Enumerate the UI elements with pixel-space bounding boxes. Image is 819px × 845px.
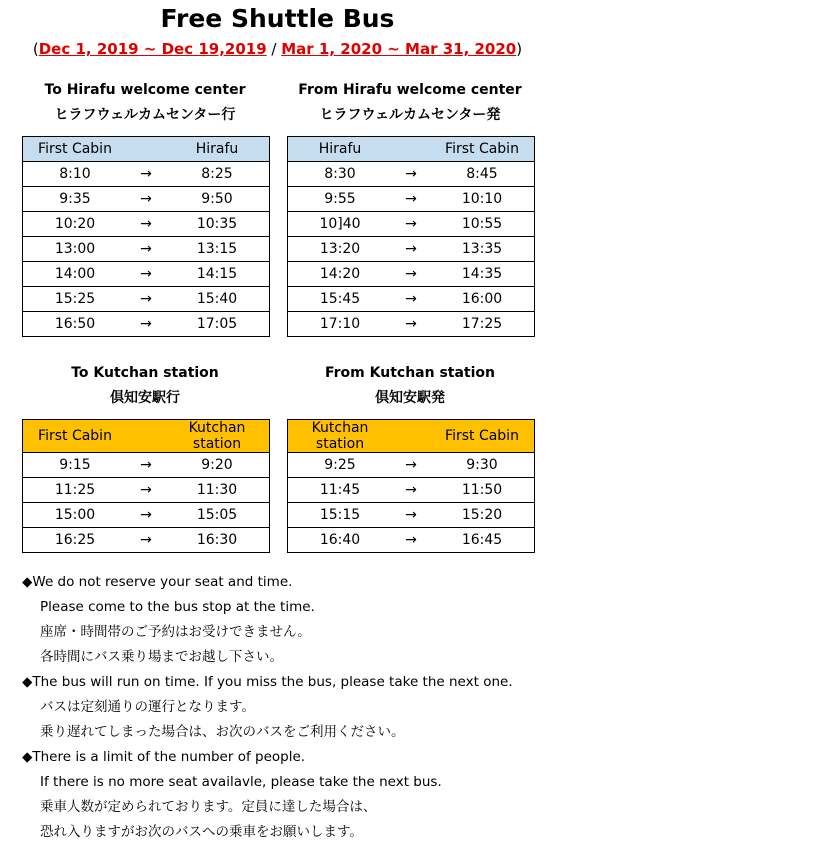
- arrow-icon: →: [392, 212, 430, 237]
- arrive-time: 9:50: [165, 187, 270, 212]
- depart-time: 16:25: [23, 528, 128, 553]
- from-hirafu-title-en: From Hirafu welcome center: [298, 82, 522, 98]
- date-range: [0, 40, 555, 58]
- note-line: If there is no more seat availavle, please take the next bus.: [40, 774, 442, 790]
- from-kutchan-title-ja: 倶知安駅発: [375, 390, 445, 406]
- arrow-icon: →: [392, 187, 430, 212]
- table-row: [288, 212, 535, 237]
- date-close-paren: ): [516, 40, 523, 58]
- depart-time: 9:35: [23, 187, 128, 212]
- date-range-2: Mar 1, 2020 ~ Mar 31, 2020: [281, 40, 517, 58]
- table-row: [23, 237, 270, 262]
- arrive-time: 9:30: [430, 453, 535, 478]
- arrow-icon: →: [127, 528, 165, 553]
- from-kutchan-heading: [287, 361, 533, 411]
- arrive-time: 9:20: [165, 453, 270, 478]
- table-row: [288, 162, 535, 187]
- arrow-icon: →: [127, 478, 165, 503]
- arrive-time: 10:10: [430, 187, 535, 212]
- arrow-icon: →: [392, 237, 430, 262]
- table-header-row: [288, 137, 535, 162]
- table-row: [288, 503, 535, 528]
- note-line: 恐れ入りますがお次のバスへの乗車をお願いします。: [40, 824, 363, 840]
- arrow-icon: →: [392, 312, 430, 337]
- arrive-time: 15:05: [165, 503, 270, 528]
- table-row: [23, 262, 270, 287]
- header-from: Kutchan station: [288, 420, 393, 453]
- date-separator: /: [266, 40, 282, 58]
- arrive-time: 16:00: [430, 287, 535, 312]
- arrow-icon: →: [392, 478, 430, 503]
- header-to: First Cabin: [430, 137, 535, 162]
- arrive-time: 8:25: [165, 162, 270, 187]
- arrow-icon: →: [127, 503, 165, 528]
- table-row: [23, 287, 270, 312]
- to-kutchan-table: [22, 419, 270, 553]
- depart-time: 9:55: [288, 187, 393, 212]
- table-row: [23, 162, 270, 187]
- header-from: Hirafu: [288, 137, 393, 162]
- depart-time: 15:15: [288, 503, 393, 528]
- header-to: Hirafu: [165, 137, 270, 162]
- arrive-time: 14:15: [165, 262, 270, 287]
- table-header-row: [23, 420, 270, 453]
- page-title: Free Shuttle Bus: [160, 4, 395, 33]
- table-row: [288, 187, 535, 212]
- depart-time: 10:20: [23, 212, 128, 237]
- arrow-icon: →: [392, 503, 430, 528]
- to-hirafu-title-en: To Hirafu welcome center: [44, 82, 246, 98]
- depart-time: 17:10: [288, 312, 393, 337]
- note-line: ◆We do not reserve your seat and time.: [22, 574, 293, 590]
- date-range-1: Dec 1, 2019 ~ Dec 19,2019: [38, 40, 267, 58]
- note-line: 各時間にバス乗り場までお越し下さい。: [40, 649, 283, 665]
- depart-time: 14:20: [288, 262, 393, 287]
- arrow-icon: →: [392, 528, 430, 553]
- depart-time: 16:40: [288, 528, 393, 553]
- arrive-time: 10:55: [430, 212, 535, 237]
- note-line: 乗り遅れてしまった場合は、お次のバスをご利用ください。: [40, 724, 405, 740]
- note-line: バスは定刻通りの運行となります。: [40, 699, 255, 715]
- from-kutchan-title-en: From Kutchan station: [324, 365, 496, 381]
- to-kutchan-title-ja: 倶知安駅行: [110, 390, 180, 406]
- table-row: [23, 528, 270, 553]
- arrow-icon: →: [392, 162, 430, 187]
- table-header-row: [288, 420, 535, 453]
- table-row: [288, 528, 535, 553]
- header-from: First Cabin: [23, 137, 128, 162]
- arrive-time: 10:35: [165, 212, 270, 237]
- depart-time: 11:45: [288, 478, 393, 503]
- arrive-time: 8:45: [430, 162, 535, 187]
- table-row: [23, 187, 270, 212]
- table-row: [23, 453, 270, 478]
- arrive-time: 16:45: [430, 528, 535, 553]
- depart-time: 9:15: [23, 453, 128, 478]
- depart-time: 13:20: [288, 237, 393, 262]
- note-line: 乗車人数が定められております。定員に達した場合は、: [40, 799, 377, 815]
- to-hirafu-table: [22, 136, 270, 337]
- arrive-time: 15:40: [165, 287, 270, 312]
- depart-time: 13:00: [23, 237, 128, 262]
- table-row: [288, 453, 535, 478]
- note-line: ◆The bus will run on time. If you miss the bus, please take the next one.: [22, 674, 513, 690]
- table-header-row: [23, 137, 270, 162]
- header-arrow: [127, 420, 165, 453]
- arrive-time: 13:15: [165, 237, 270, 262]
- arrive-time: 16:30: [165, 528, 270, 553]
- from-hirafu-heading: [287, 78, 533, 128]
- table-row: [23, 503, 270, 528]
- table-row: [23, 212, 270, 237]
- arrow-icon: →: [127, 262, 165, 287]
- arrow-icon: →: [392, 287, 430, 312]
- arrive-time: 14:35: [430, 262, 535, 287]
- table-row: [288, 287, 535, 312]
- arrow-icon: →: [127, 287, 165, 312]
- arrive-time: 11:30: [165, 478, 270, 503]
- arrow-icon: →: [127, 187, 165, 212]
- arrow-icon: →: [127, 312, 165, 337]
- header-arrow: [392, 420, 430, 453]
- to-kutchan-title-en: To Kutchan station: [71, 365, 219, 381]
- to-hirafu-heading: [22, 78, 268, 128]
- header-to: Kutchan station: [165, 420, 270, 453]
- from-hirafu-table: [287, 136, 535, 337]
- header-arrow: [392, 137, 430, 162]
- to-kutchan-heading: [22, 361, 268, 411]
- from-kutchan-table: [287, 419, 535, 553]
- table-row: [288, 237, 535, 262]
- date-open-paren: (: [32, 40, 39, 58]
- depart-time: 14:00: [23, 262, 128, 287]
- header-arrow: [127, 137, 165, 162]
- table-row: [23, 478, 270, 503]
- depart-time: 8:10: [23, 162, 128, 187]
- to-hirafu-title-ja: ヒラフウェルカムセンター行: [54, 107, 236, 123]
- table-row: [288, 262, 535, 287]
- depart-time: 15:25: [23, 287, 128, 312]
- table-row: [23, 312, 270, 337]
- arrow-icon: →: [127, 237, 165, 262]
- arrow-icon: →: [392, 453, 430, 478]
- depart-time: 15:00: [23, 503, 128, 528]
- arrive-time: 11:50: [430, 478, 535, 503]
- note-line: Please come to the bus stop at the time.: [40, 599, 315, 615]
- arrive-time: 17:25: [430, 312, 535, 337]
- depart-time: 8:30: [288, 162, 393, 187]
- from-hirafu-title-ja: ヒラフウェルカムセンター発: [319, 107, 501, 123]
- arrive-time: 15:20: [430, 503, 535, 528]
- arrow-icon: →: [127, 162, 165, 187]
- depart-time: 11:25: [23, 478, 128, 503]
- note-line: 座席・時間帯のご予約はお受けできません。: [40, 624, 311, 640]
- notes: [22, 570, 513, 845]
- arrow-icon: →: [392, 262, 430, 287]
- depart-time: 16:50: [23, 312, 128, 337]
- note-line: ◆There is a limit of the number of people.: [22, 749, 306, 765]
- header-to: First Cabin: [430, 420, 535, 453]
- table-row: [288, 478, 535, 503]
- header-from: First Cabin: [23, 420, 128, 453]
- depart-time: 9:25: [288, 453, 393, 478]
- arrive-time: 17:05: [165, 312, 270, 337]
- arrive-time: 13:35: [430, 237, 535, 262]
- table-row: [288, 312, 535, 337]
- depart-time: 15:45: [288, 287, 393, 312]
- arrow-icon: →: [127, 453, 165, 478]
- depart-time: 10]40: [288, 212, 393, 237]
- arrow-icon: →: [127, 212, 165, 237]
